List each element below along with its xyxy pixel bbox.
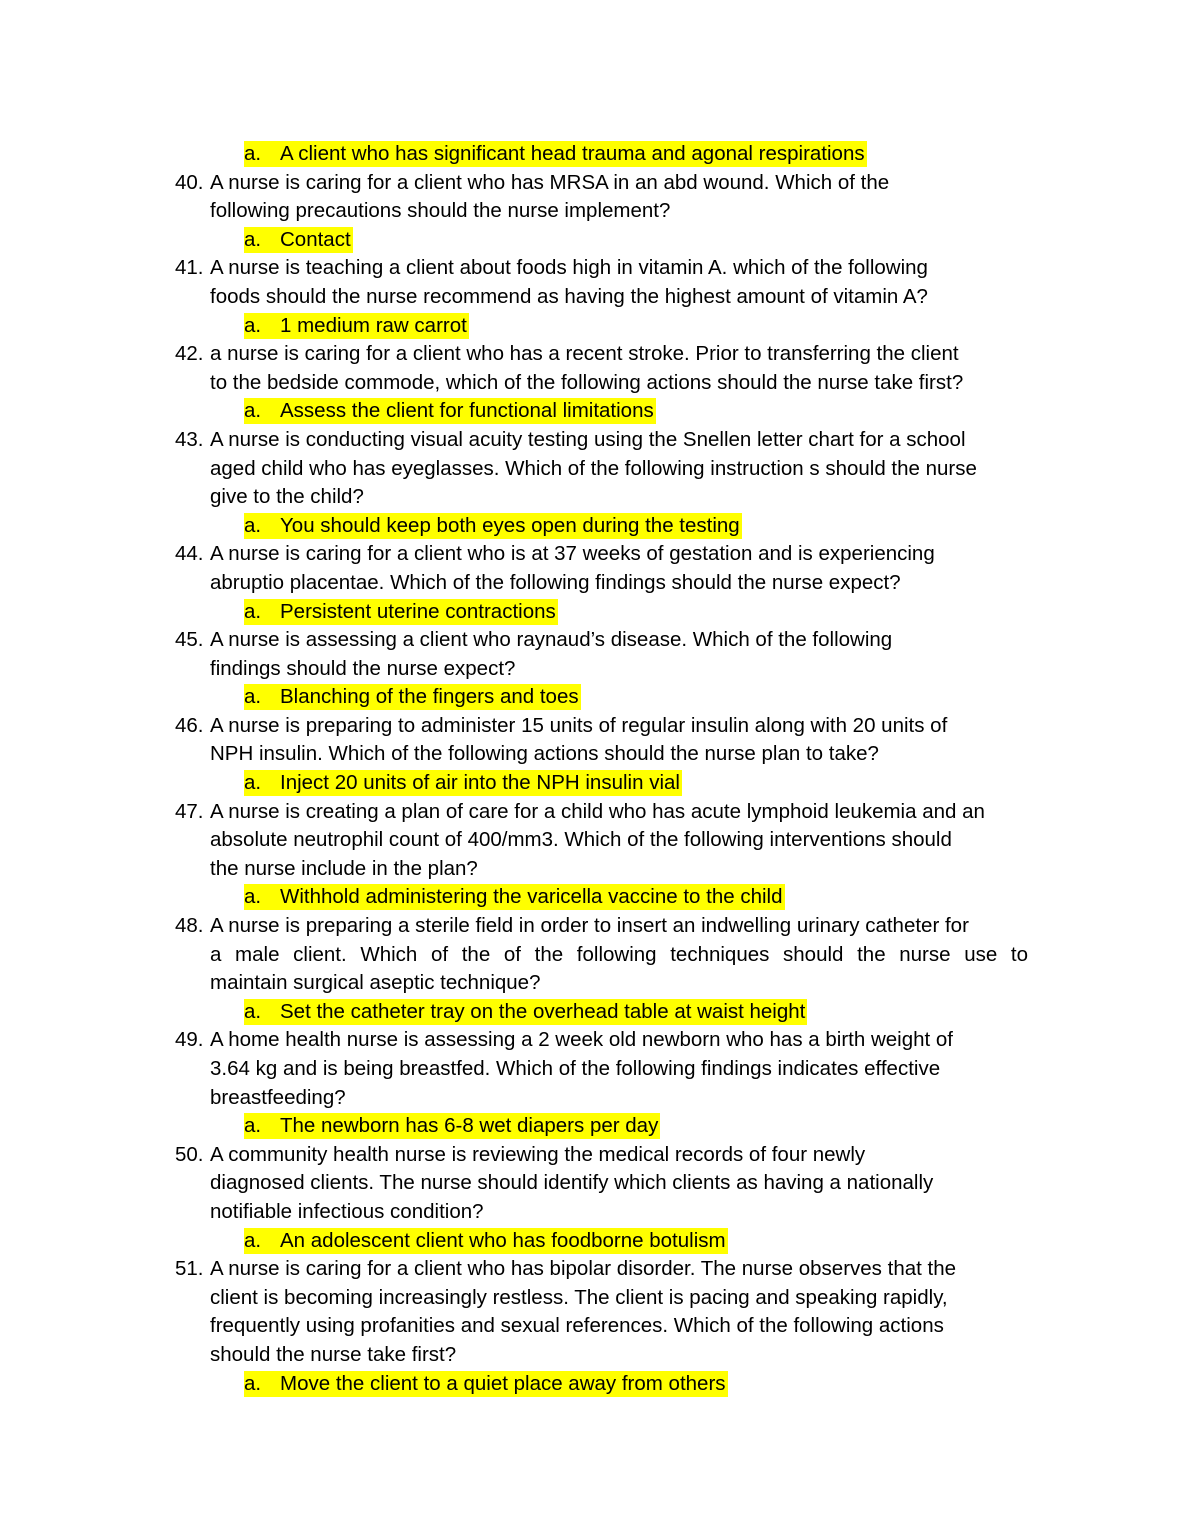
answer-letter: a.: [244, 599, 262, 623]
question-block: [0, 1255, 1190, 1398]
answer-text: Assess the client for functional limitations: [280, 399, 654, 423]
question-line: [0, 712, 1190, 741]
answer-letter: a.: [244, 885, 262, 909]
answer-text: A client who has significant head trauma and agonal respirations: [280, 142, 865, 165]
question-block: [0, 169, 1190, 255]
answer-highlight: [244, 1371, 728, 1397]
question-line: [0, 254, 1190, 283]
question-text: A nurse is caring for a client who is at 37 weeks of gestation and is experiencing: [210, 542, 935, 566]
answer-text: Persistent uterine contractions: [280, 599, 556, 623]
question-line: the nurse include in the plan?: [210, 856, 478, 880]
question-block: [0, 254, 1190, 340]
question-number: 48.: [175, 914, 204, 938]
answer-text: The newborn has 6-8 wet diapers per day: [280, 1114, 659, 1138]
question-text-justified: a male client. Which of the of the following techniques should the nurse use to: [210, 942, 1028, 966]
answer-text: Contact: [280, 227, 351, 251]
answer-highlight: [244, 684, 581, 710]
question-text: a nurse is caring for a client who has a recent stroke. Prior to transferring the client: [210, 342, 959, 366]
answer-letter: a.: [244, 1371, 262, 1395]
question-line: foods should the nurse recommend as having the highest amount of vitamin A?: [210, 284, 928, 308]
answer-letter: a.: [244, 999, 262, 1023]
answer-text: Withhold administering the varicella vaccine to the child: [280, 885, 783, 909]
answer-highlight: [244, 1113, 660, 1139]
question-number: 47.: [175, 799, 204, 823]
question-block: [0, 340, 1190, 426]
answer-line: [0, 1112, 1190, 1141]
answer-text: An adolescent client who has foodborne botulism: [280, 1228, 726, 1252]
question-line: [0, 169, 1190, 198]
answer-line: [0, 397, 1190, 426]
question-text: A nurse is preparing to administer 15 units of regular insulin along with 20 units of: [210, 713, 948, 737]
question-number: 43.: [175, 427, 204, 451]
question-text: A nurse is conducting visual acuity testing using the Snellen letter chart for a school: [210, 427, 966, 451]
answer-highlight: [244, 770, 682, 796]
answer-text: Blanching of the fingers and toes: [280, 685, 579, 709]
question-line: to the bedside commode, which of the following actions should the nurse take first?: [210, 370, 964, 394]
question-line: [0, 941, 1190, 970]
question-block: [0, 798, 1190, 912]
answer-letter: a.: [244, 771, 262, 795]
answer-highlight: [244, 227, 353, 253]
answer-line: [0, 1370, 1190, 1399]
answer-letter: a.: [244, 685, 262, 709]
question-block: [0, 626, 1190, 712]
answer-text: You should keep both eyes open during the testing: [280, 513, 740, 537]
question-line: abruptio placentae. Which of the following findings should the nurse expect?: [210, 570, 901, 594]
question-block: [0, 1026, 1190, 1140]
question-line: aged child who has eyeglasses. Which of the following instruction s should the nurse: [210, 456, 977, 480]
answer-line: [0, 998, 1190, 1027]
question-line: 3.64 kg and is being breastfed. Which of the following findings indicates effective: [210, 1057, 941, 1080]
question-number: 50.: [175, 1142, 204, 1166]
question-text: A nurse is creating a plan of care for a child who has acute lymphoid leukemia and an: [210, 799, 985, 823]
answer-highlight: [244, 884, 785, 910]
document-page: [0, 140, 1190, 1398]
answer-line: [0, 683, 1190, 712]
answer-text: Set the catheter tray on the overhead table at waist height: [280, 999, 806, 1023]
answer-highlight: [244, 999, 807, 1025]
answer-letter: a.: [244, 399, 262, 423]
question-number: 41.: [175, 256, 204, 280]
answer-highlight: [244, 398, 656, 424]
answer-text: Inject 20 units of air into the NPH insulin vial: [280, 771, 680, 795]
question-line: [0, 340, 1190, 369]
question-text: A home health nurse is assessing a 2 week old newborn who has a birth weight of: [210, 1028, 953, 1052]
answer-letter: a.: [244, 227, 262, 251]
question-block: [0, 1141, 1190, 1255]
answer-highlight: [244, 513, 742, 539]
question-line: [0, 540, 1190, 569]
question-line: [0, 426, 1190, 455]
question-line: client is becoming increasingly restless. The client is pacing and speaking rapidly,: [210, 1285, 948, 1309]
question-number: 44.: [175, 542, 204, 566]
answer-highlight: [244, 1228, 728, 1254]
answer-letter: a.: [244, 313, 262, 337]
answer-line: [0, 883, 1190, 912]
question-text: A community health nurse is reviewing the medical records of four newly: [210, 1142, 866, 1166]
question-line: [0, 912, 1190, 941]
answer-line: [0, 769, 1190, 798]
answer-line: [0, 512, 1190, 541]
answer-highlight: [244, 141, 867, 167]
answer-highlight: [244, 599, 558, 625]
question-block: [0, 540, 1190, 626]
question-line: diagnosed clients. The nurse should identify which clients as having a nationally: [210, 1171, 934, 1195]
question-line: NPH insulin. Which of the following actions should the nurse plan to take?: [210, 742, 879, 766]
answer-letter: a.: [244, 1114, 262, 1138]
answer-letter: a.: [244, 1228, 262, 1252]
answer-line: [0, 1227, 1190, 1256]
question-line: following precautions should the nurse implement?: [210, 199, 671, 223]
question-text: A nurse is preparing a sterile field in order to insert an indwelling urinary catheter for: [210, 914, 969, 938]
question-line: [0, 626, 1190, 655]
question-text: A nurse is assessing a client who raynaud’s disease. Which of the following: [210, 628, 893, 652]
question-number: 40.: [175, 170, 204, 194]
question-line: notifiable infectious condition?: [210, 1199, 484, 1223]
question-line: [0, 1255, 1190, 1284]
question-line: [0, 1141, 1190, 1170]
answer-line: [0, 140, 1190, 169]
question-line: [0, 798, 1190, 827]
answer-letter: a.: [244, 142, 262, 165]
question-text: A nurse is caring for a client who has bipolar disorder. The nurse observes that the: [210, 1257, 957, 1281]
question-number: 46.: [175, 713, 204, 737]
question-line: absolute neutrophil count of 400/mm3. Which of the following interventions should: [210, 828, 952, 852]
question-line: frequently using profanities and sexual references. Which of the following actions: [210, 1314, 944, 1338]
answer-letter: a.: [244, 513, 262, 537]
question-number: 42.: [175, 342, 204, 366]
question-text: A nurse is caring for a client who has MRSA in an abd wound. Which of the: [210, 170, 890, 194]
question-line: [0, 1026, 1190, 1055]
answer-highlight: [244, 313, 469, 339]
answer-text: Move the client to a quiet place away from others: [280, 1371, 726, 1395]
answer-line: [0, 598, 1190, 627]
question-text: A nurse is teaching a client about foods high in vitamin A. which of the following: [210, 256, 928, 280]
question-block: [0, 912, 1190, 1026]
question-number: 49.: [175, 1028, 204, 1052]
question-line: should the nurse take first?: [210, 1342, 457, 1366]
question-line: findings should the nurse expect?: [210, 656, 516, 680]
answer-text: 1 medium raw carrot: [280, 313, 467, 337]
question-block: [0, 712, 1190, 798]
question-number: 51.: [175, 1257, 204, 1281]
question-line: breastfeeding?: [210, 1085, 346, 1109]
answer-line: [0, 226, 1190, 255]
question-number: 45.: [175, 628, 204, 652]
question-line: maintain surgical aseptic technique?: [210, 971, 541, 995]
question-block: [0, 426, 1190, 540]
question-line: give to the child?: [210, 485, 364, 509]
answer-line: [0, 312, 1190, 341]
